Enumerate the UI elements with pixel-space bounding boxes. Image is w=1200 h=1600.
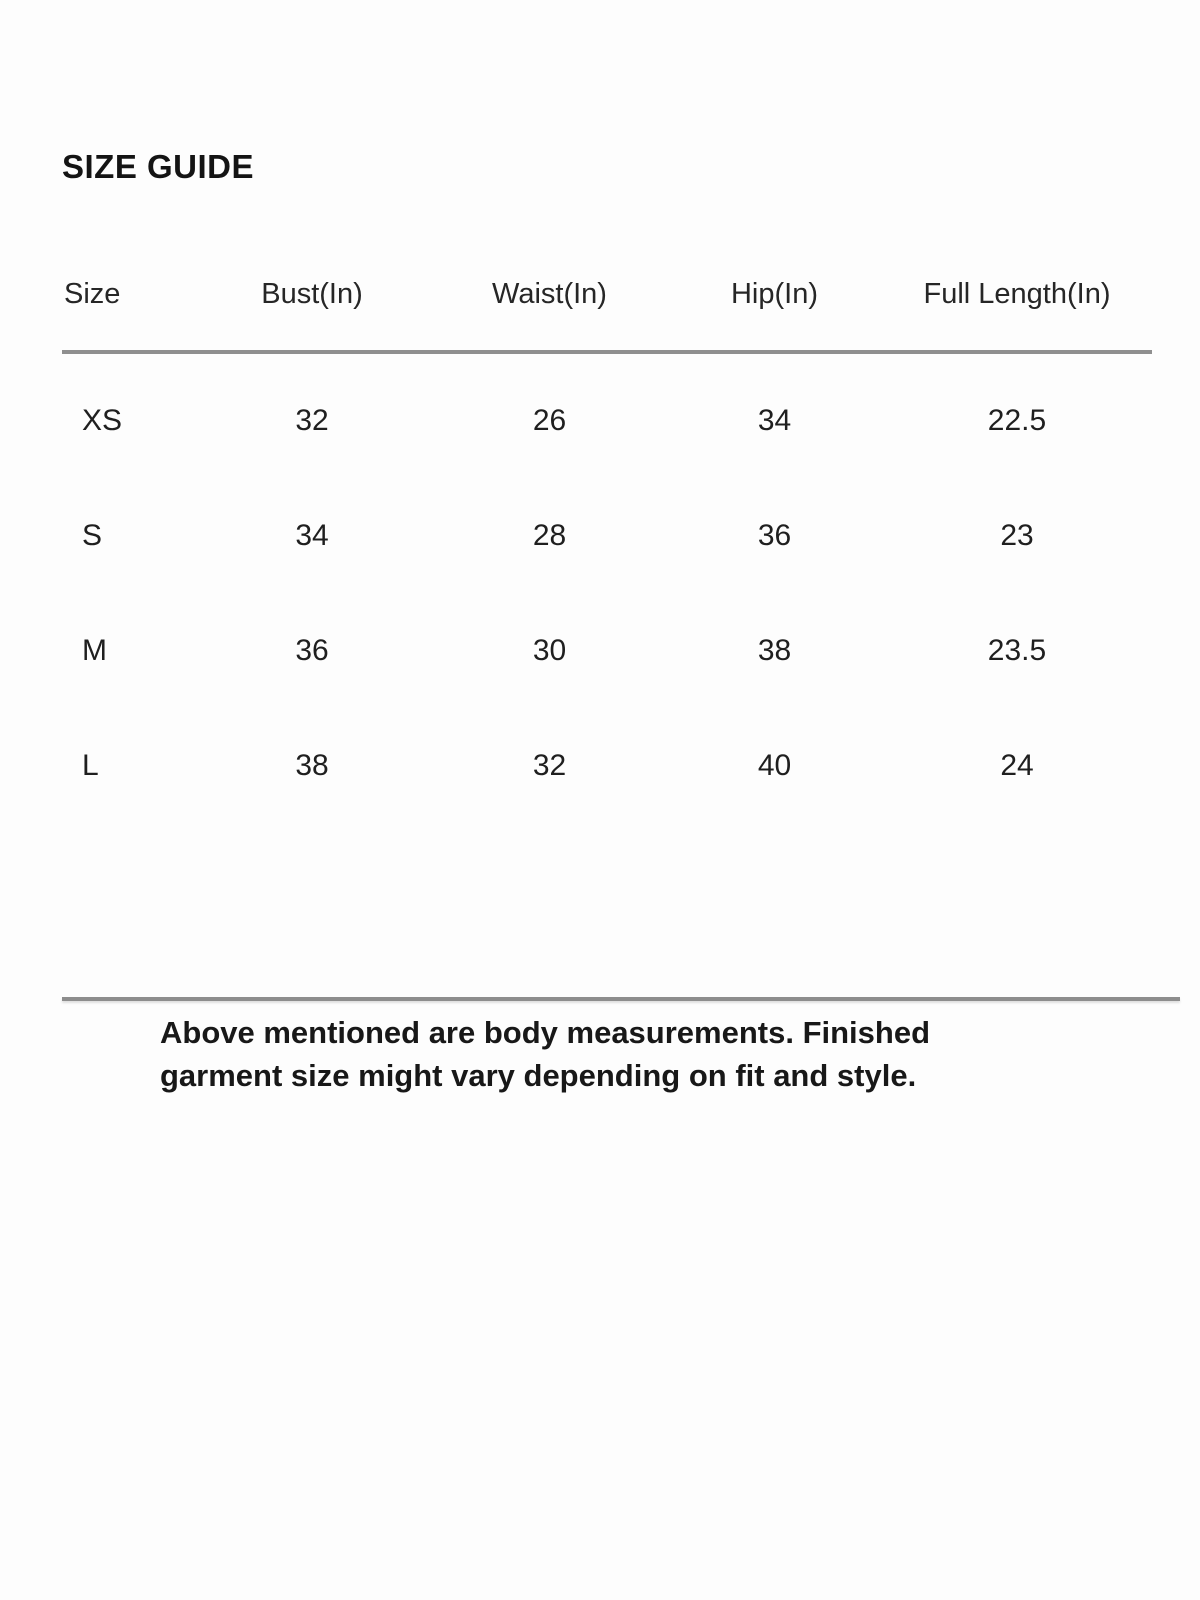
column-header-bust: Bust(In) bbox=[192, 238, 432, 352]
hip-cell: 36 bbox=[757, 518, 792, 552]
waist-cell: 30 bbox=[532, 633, 567, 667]
column-header-hip: Hip(In) bbox=[667, 238, 882, 352]
column-header-full-length: Full Length(In) bbox=[882, 238, 1152, 352]
table-row bbox=[62, 699, 1152, 814]
hip-cell: 38 bbox=[757, 633, 792, 667]
bottom-divider bbox=[62, 997, 1180, 1001]
column-header-size: Size bbox=[62, 238, 192, 352]
table-row bbox=[62, 352, 1152, 469]
measurement-note bbox=[160, 1011, 1200, 1097]
waist-cell: 28 bbox=[532, 518, 567, 552]
size-cell: L bbox=[82, 748, 99, 782]
full-length-cell: 23.5 bbox=[987, 633, 1047, 667]
bust-cell: 38 bbox=[295, 748, 329, 782]
size-cell: XS bbox=[82, 403, 123, 437]
bust-cell: 34 bbox=[295, 518, 329, 552]
waist-cell: 32 bbox=[532, 748, 567, 782]
size-guide-table bbox=[62, 238, 1152, 814]
full-length-cell: 22.5 bbox=[987, 403, 1047, 437]
hip-cell: 40 bbox=[757, 748, 792, 782]
column-header-waist: Waist(In) bbox=[432, 238, 667, 352]
waist-cell: 26 bbox=[532, 403, 567, 437]
note-line-1: Above mentioned are body measurements. Finished bbox=[160, 1015, 931, 1050]
bust-cell: 32 bbox=[295, 403, 329, 437]
note-line-2: garment size might vary depending on fit and style. bbox=[160, 1058, 917, 1093]
size-cell: S bbox=[82, 518, 103, 552]
bust-cell: 36 bbox=[295, 633, 329, 667]
hip-cell: 34 bbox=[757, 403, 792, 437]
size-cell: M bbox=[82, 633, 107, 667]
table-header-row bbox=[62, 238, 1152, 352]
full-length-cell: 23 bbox=[1000, 518, 1034, 552]
table-row bbox=[62, 584, 1152, 699]
full-length-cell: 24 bbox=[1000, 748, 1034, 782]
table-row bbox=[62, 469, 1152, 584]
page-title: SIZE GUIDE bbox=[62, 148, 255, 185]
